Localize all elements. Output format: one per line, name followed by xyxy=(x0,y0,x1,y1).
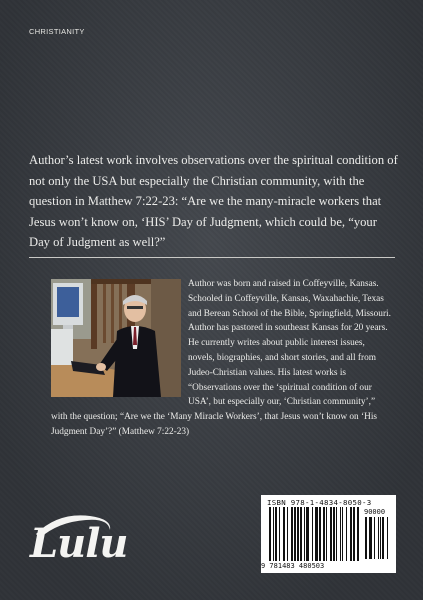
isbn-number: ISBN 978-1-4834-8050-3 xyxy=(267,498,372,507)
barcode-addon-bar xyxy=(365,517,367,559)
author-bio-section xyxy=(51,277,391,440)
book-blurb: Author’s latest work involves observations over the spiritual condition of not only the USA but especially the Christian community, with the question in Matthew 7:22-23: “Are we the many-miracle workers that Jesus won’t know on, ‘HIS’ Day of Judgment, which could be, “your Day of Judgment as well?” xyxy=(29,153,398,249)
barcode-bar xyxy=(300,507,302,561)
barcode-bar xyxy=(297,507,299,561)
barcode-bar xyxy=(275,507,277,561)
barcode-bar xyxy=(340,507,341,561)
barcode-bar xyxy=(273,507,274,561)
barcode-bar xyxy=(350,507,352,561)
barcode-bars xyxy=(269,507,361,563)
barcode-bar xyxy=(333,507,335,561)
category-label: CHRISTIANITY xyxy=(29,27,85,36)
isbn-barcode xyxy=(261,495,396,573)
author-bio-text: Author was born and raised in Coffeyville, Kansas. Schooled in Coffeyville, Kansas, Waxahachie, Texas and Berean School of the Bible, Springfield, Missouri. Author has pastored in southeast Kansas for 20 years. He currently writes about public interest issues, novels, biographies, and short stories, and all from Judeo-Christian values. His latest works is “Observations over the ‘spiritual condition of our USA’, but especially our, ‘Christian community’,” with the question; “Are we the ‘Many Miracle Workers’, that Jesus won’t know on ‘His Judgment Day’?” (Matthew 7:22-23) xyxy=(51,279,391,437)
barcode-bar xyxy=(357,507,359,561)
barcode-digits: 9 781483 480503 xyxy=(261,562,325,570)
divider-rule xyxy=(29,257,395,258)
barcode-bar xyxy=(342,507,343,561)
barcode-bar xyxy=(291,507,293,561)
barcode-bar xyxy=(287,507,288,561)
barcode-bar xyxy=(346,507,347,561)
barcode-bar xyxy=(312,507,313,561)
publisher-logo-text: Lulu xyxy=(30,520,128,567)
barcode-bar xyxy=(269,507,271,561)
barcode-addon-bars xyxy=(365,517,391,561)
barcode-bar xyxy=(315,507,318,561)
barcode-bar xyxy=(330,507,332,561)
barcode-addon-bar xyxy=(380,517,381,559)
barcode-bar xyxy=(319,507,321,561)
barcode-addon-bar xyxy=(387,517,388,559)
barcode-addon-bar xyxy=(378,517,379,559)
author-photo-illustration xyxy=(51,279,181,397)
barcode-bar xyxy=(279,507,280,561)
barcode-bar xyxy=(283,507,285,561)
barcode-bar xyxy=(304,507,305,561)
barcode-bar xyxy=(353,507,355,561)
price-code: 90000 xyxy=(364,508,386,516)
barcode-addon-bar xyxy=(382,517,384,559)
barcode-bar xyxy=(323,507,325,561)
author-photo xyxy=(51,279,181,397)
barcode-bar xyxy=(306,507,309,561)
barcode-bar xyxy=(336,507,337,561)
barcode-bar xyxy=(326,507,327,561)
barcode-addon-bar xyxy=(369,517,372,559)
barcode-bar xyxy=(294,507,296,561)
barcode-addon-bar xyxy=(374,517,375,559)
